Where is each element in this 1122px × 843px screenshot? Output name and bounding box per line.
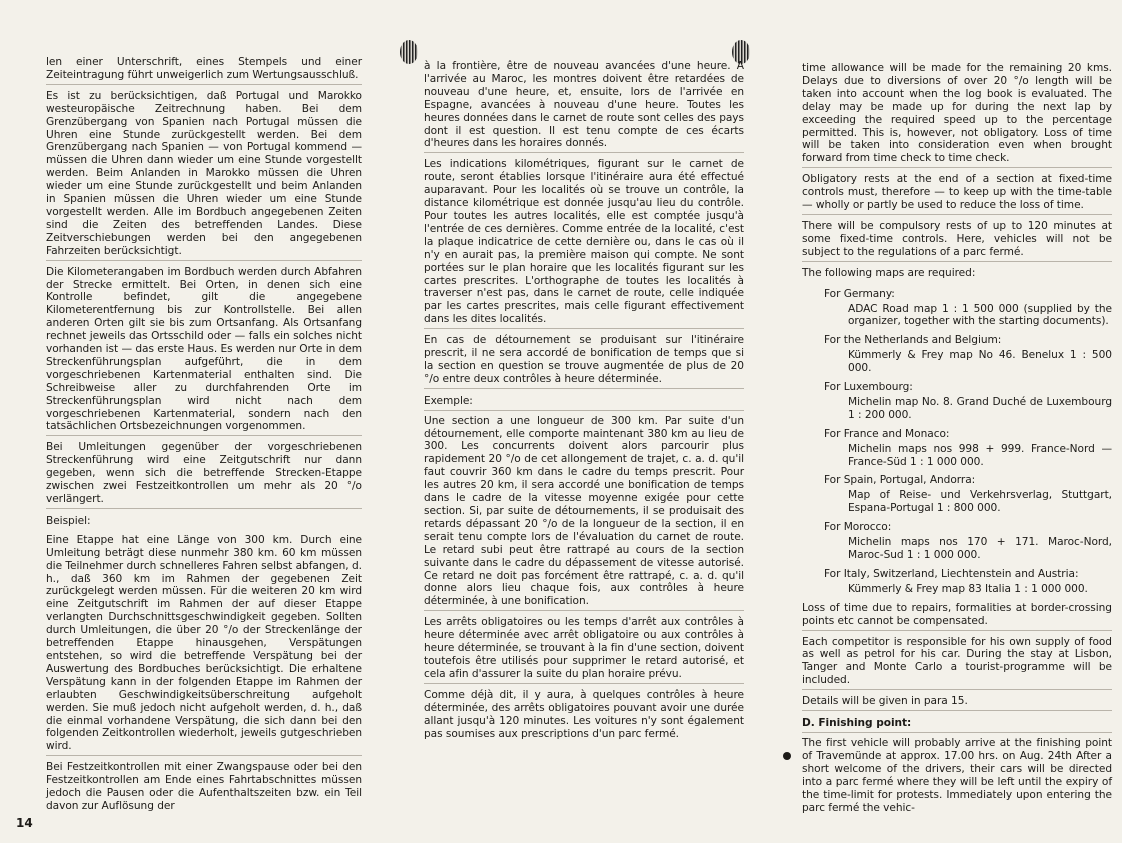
map-country: For Italy, Switzerland, Liechtenstein and Austria: [824,567,1079,580]
paragraph: Es ist zu berücksichtigen, daß Portugal und Marokko westeuropäische Zeitrechnung haben. Bei dem Grenzübergang von Spanien nach Portugal müssen die Uhren eine Stunde zurückgestellt werden. Bei dem Grenzübergang nach Spanien — von Portugal kommend — müssen die Uhren dann wieder um eine Stunde vorgestellt werden. Beim Anlanden in Marokko müssen die Uhren wieder um eine Stunde zurückgestellt und beim Anlanden in Spanien müssen die Uhren wieder um eine Stunde vorgestellt werden. Alle im Bordbuch angegebenen Zeiten sind die Zeiten des betreffenden Landes. Diese Zeitverschiebungen werden bei den angegebenen Fahrzeiten berücksichtigt. [46,90,362,261]
paragraph: Bei Umleitungen gegenüber der vorgeschriebenen Streckenführung wird eine Zeitgutschrift nur dann gegeben, wenn sich die betreffende Strecken-Etappe zwischen zwei Festzeitkontrollen um mehr als 20 °/o verlängert. [46,441,362,509]
map-description: Kümmerly & Frey map 83 Italia 1 : 1 000 000. [848,582,1088,595]
paragraph: à la frontière, être de nouveau avancées d'une heure. A l'arrivée au Maroc, les montres doivent être retardées de nouveau d'une heure, et, ensuite, lors de l'arrivée en Espagne, avancées à nouveau d'une heure. Toutes les heures données dans le carnet de route sont celles des pays dont il est question. Il est tenu compte de ces écarts d'heures dans les horaires donnés. [424,60,744,153]
maps-intro: The following maps are required: [802,266,976,279]
paragraph: Die Kilometerangaben im Bordbuch werden durch Abfahren der Strecke ermittelt. Bei Orten, in denen sich eine Kontrolle befindet, gilt die angegebene Kilometerentfernung bis zur Kontrollstelle. Bei allen anderen Orten gilt sie bis zum Ortsanfang. Als Ortsanfang rechnet jeweils das Ortsschild oder — falls ein solches nicht vorhanden ist — das erste Haus. Es werden nur Orte in dem Streckenführungsplan aufgeführt, die in dem vorgeschriebenen Kartenmaterial enthalten sind. Die Schreibweise aller zu durchfahrenden Orte im Streckenführungsplan wird nicht nach dem vorgeschriebenen Kartenmaterial, sondern nach den tatsächlichen Ortsbezeichnungen vorgenommen. [46,266,362,437]
map-entry [824,428,1112,469]
paragraph: Bei Festzeitkontrollen mit einer Zwangspause oder bei den Festzeitkontrollen am Ende eines Fahrtabschnittes müssen jedoch die Pausen oder die Aufenthaltszeiten bzw. ein Teil davon zur Auflösung der [46,761,362,812]
map-country: For Morocco: [824,521,892,534]
paragraph: Obligatory rests at the end of a section at fixed-time controls must, therefore — to keep up with the time-table — wholly or partly be used to reduce the loss of time. [802,173,1112,215]
map-country: For the Netherlands and Belgium: [824,334,1002,347]
map-description: Kümmerly & Frey map No 46. Benelux 1 : 500 000. [848,349,1112,375]
french-text-column [424,60,744,747]
map-country: For Spain, Portugal, Andorra: [824,474,976,487]
paragraph: time allowance will be made for the remaining 20 kms. Delays due to diversions of over 20 °/o length will be taken into account when the log book is evaluated. The delay may be made up for during the next lap by exceeding the required speed up to the percentage permitted. This is, however, not obligatory. Loss of time will be taken into consideration even when brought forward from time check to time check. [802,62,1112,168]
map-entry [824,334,1112,375]
map-entry [824,568,1112,596]
map-country: For Luxembourg: [824,381,913,394]
example-heading: Exemple: [424,395,744,411]
section-heading: D. Finishing point: [802,717,1112,733]
map-description: Michelin maps nos 998 + 999. France-Nord — France-Süd 1 : 1 000 000. [848,442,1112,468]
map-entry [824,521,1112,562]
map-description: Map of Reise- und Verkehrsverlag, Stuttgart, Espana-Portugal 1 : 800 000. [848,489,1112,515]
paragraph: The first vehicle will probably arrive at the finishing point of Travemünde at approx. 17.00 hrs. on Aug. 24th After a short welcome of the drivers, their cars will be directed into a parc fermé where they will be left until the expiry of the time-limit for protests. Immediately upon entering the parc fermé the vehic- [802,736,1112,814]
map-description: ADAC Road map 1 : 1 500 000 (supplied by the organizer, together with the starting documents). [848,302,1112,328]
map-description: Michelin map No. 8. Grand Duché de Luxembourg 1 : 200 000. [848,395,1112,421]
paragraph: Les indications kilométriques, figurant sur le carnet de route, seront établies lorsque l'itinéraire aura été effectué auparavant. Pour les localités où se trouve un contrôle, la distance kilométrique est donnée jusqu'au lieu du contrôle. Pour toutes les autres localités, elle est comptée jusqu'à l'entrée de ces dernières. Comme entrée de la localité, c'est la plaque indicatrice de cette dernière ou, dans le cas où il n'y en aurait pas, la première maison qui compte. Ne sont portées sur le plan horaire que les localités figurant sur les cartes prescrites. L'orthographe de toutes les localités à traverser n'est pas, dans le carnet de route, celle indiquée par les cartes prescrites, mais celle figurant effectivement dans les dites localités. [424,158,744,329]
paragraph: Loss of time due to repairs, formalities at border-crossing points etc cannot be compensated. [802,602,1112,631]
german-text-column [46,56,362,820]
map-entry [824,288,1112,329]
map-entry [824,474,1112,515]
page-number: 14 [16,816,33,830]
map-country: For France and Monaco: [824,427,950,440]
paragraph: Details will be given in para 15. [802,695,1112,711]
paragraph: Eine Etappe hat eine Länge von 300 km. Durch eine Umleitung beträgt diese nunmehr 380 km. 60 km müssen die Teilnehmer durch schnelleres Fahren selbst abfangen, d. h., daß 360 km im Rahmen der gegebenen Zeit zurückgelegt werden müssen. Für die weiteren 20 km wird eine Zeitgutschrift im Rahmen der auf dieser Etappe verlangten Durchschnittsgeschwindigkeit gegeben. Sollten durch Umleitungen, die über 20 °/o der Streckenlänge der betreffenden Etappe hinausgehen, Verspätungen entstehen, so wird die betreffende Verspätung bei der Auswertung des Bordbuches berücksichtigt. Die erhaltene Verspätung kann in der folgenden Etappe im Rahmen der erlaubten Geschwindigkeitsüberschreitung aufgeholt werden. Sie muß jedoch nicht aufgeholt werden, d. h., daß die einmal vorhandene Verspätung, die sich dann bei den folgenden Zeitkontrollen wiederholt, jeweils gutgeschrieben wird. [46,534,362,756]
paragraph: Comme déjà dit, il y aura, à quelques contrôles à heure déterminée, des arrêts obligatoires pouvant avoir une durée allant jusqu'à 120 minutes. Les voitures n'y sont également pas soumises aux prescriptions d'un parc fermé. [424,688,744,740]
map-description: Michelin maps nos 170 + 171. Maroc-Nord, Maroc-Sud 1 : 1 000 000. [848,536,1112,561]
english-text-column [802,62,1112,821]
bullet-dot-icon [783,752,791,760]
example-heading: Beispiel: [46,514,91,527]
paragraph: En cas de détournement se produisant sur l'itinéraire prescrit, il ne sera accordé de bonification de temps que si la section en question se trouve augmentée de plus de 20 °/o entre deux contrôles à heure déterminée. [424,334,744,389]
binding-hole-icon [400,40,418,64]
paragraph: Each competitor is responsible for his own supply of food as well as petrol for his car. During the stay at Lisbon, Tanger and Monte Carlo a tourist-programme will be included. [802,636,1112,691]
paragraph: Les arrêts obligatoires ou les temps d'arrêt aux contrôles à heure déterminée avec arrêt obligatoire ou aux contrôles à heure déterminée, se trouvant à la fin d'une section, doivent toutefois être utilisés pour supprimer le retard autorisé, et cela afin d'assurer la suite du plan horaire prévu. [424,616,744,684]
map-country: For Germany: [824,287,895,300]
paragraph: There will be compulsory rests of up to 120 minutes at some fixed-time controls. Here, vehicles will not be subject to the regulations of a parc fermé. [802,220,1112,262]
paragraph: len einer Unterschrift, eines Stempels und einer Zeiteintragung führt unweigerlich zum Wertungsausschluß. [46,56,362,85]
paragraph: Une section a une longueur de 300 km. Par suite d'un détournement, elle comporte maintenant 380 km au lieu de 300. Les concurrents doivent alors parcourir plus rapidement 20 °/o de cet allongement de trajet, c. a. d. qu'il faut couvrir 360 km dans le cadre du temps prescrit. Pour les autres 20 km, il sera accordé une bonification de temps dans le cadre de la vitesse moyenne exigée pour cette section. Si, par suite de détournements, il se produisait des retards dépassant 20 °/o de la longueur de la section, il en serait tenu compte lors de l'évaluation du carnet de route. Le retard subi peut être rattrapé au cours de la section suivante dans le cadre du dépassement de vitesse autorisé. Ce retard ne doit pas forcément être rattrapé, c. a. d. qu'il donne alors lieu chaque fois, aux contrôles à heure déterminée, à une bonification. [424,415,744,612]
map-entry [824,381,1112,422]
